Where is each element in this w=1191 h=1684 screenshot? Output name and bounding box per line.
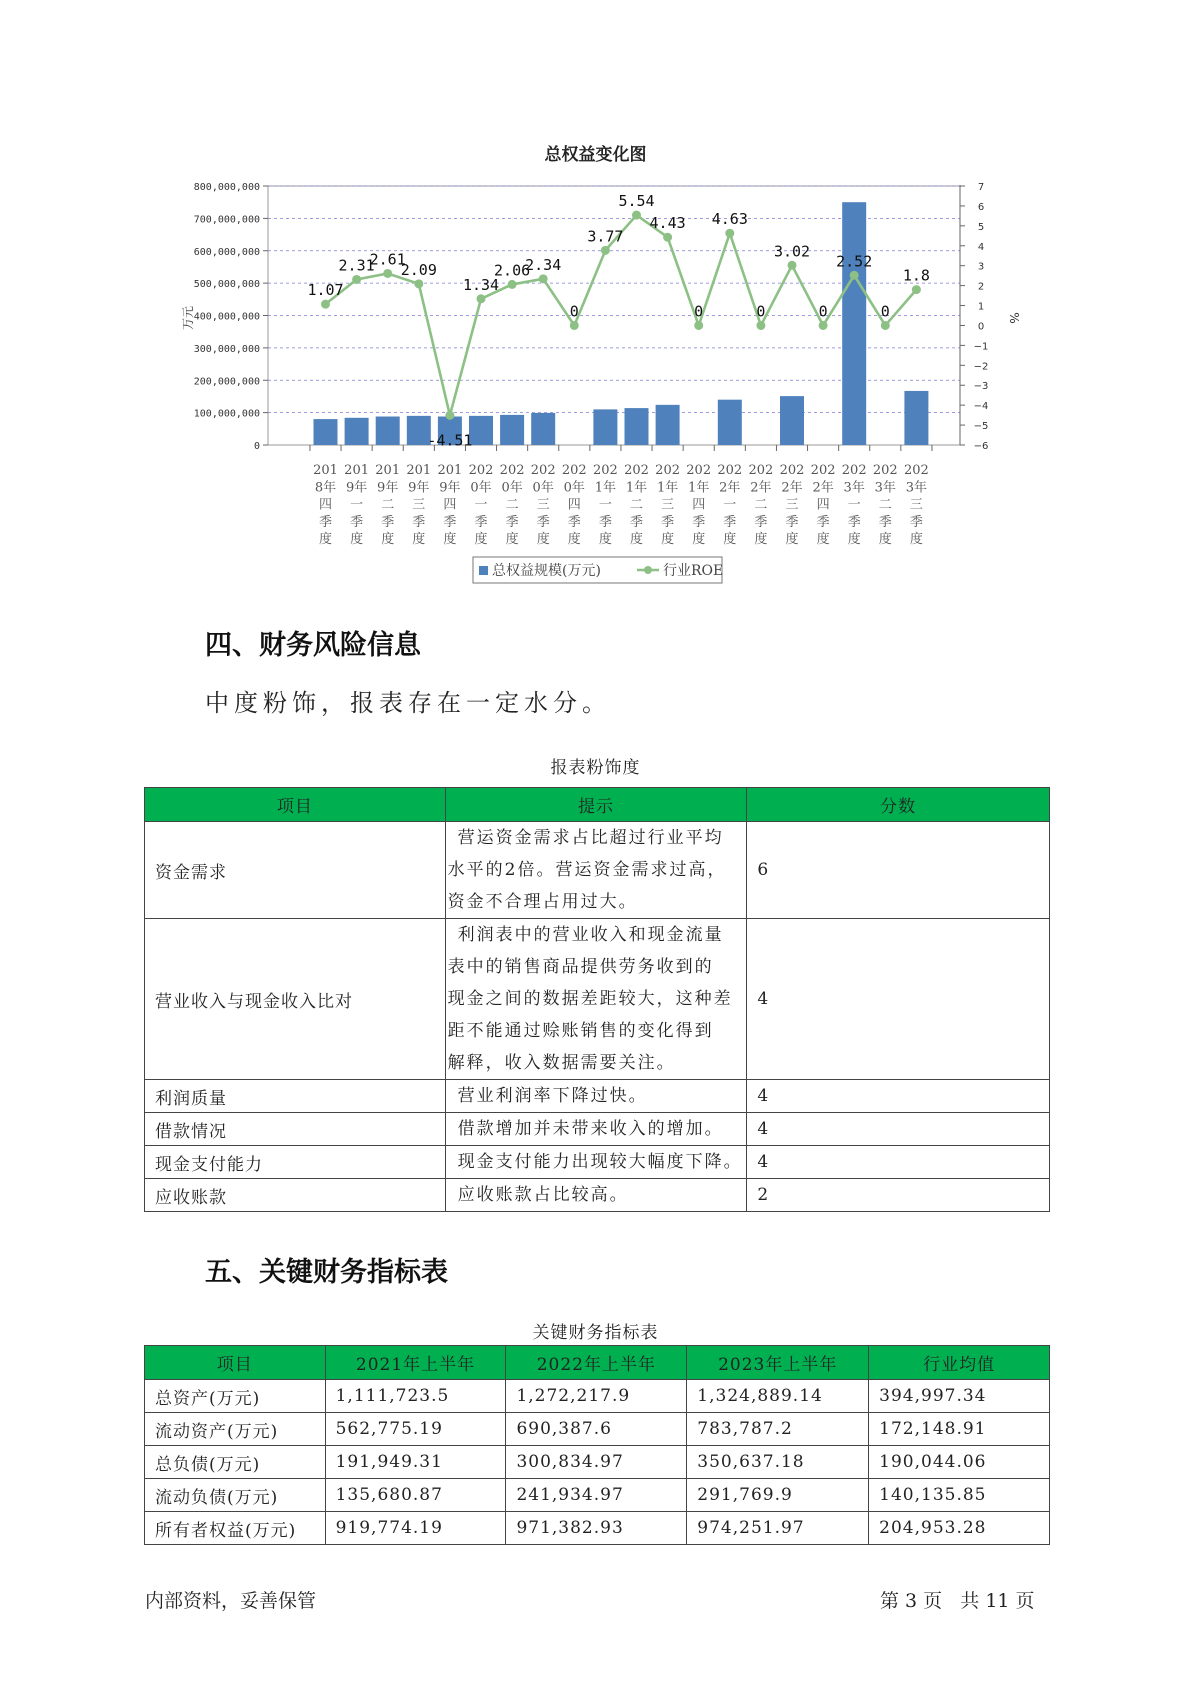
risk-table-row [145, 1080, 1050, 1113]
y-right-tick-label: −5 [973, 421, 989, 433]
x-category-label: 一 [723, 497, 737, 513]
x-category-label: 度 [785, 532, 799, 548]
footer-confidential: 内部资料，妥善保管 [145, 1590, 317, 1612]
x-category-label: 度 [816, 532, 830, 548]
x-category-label: 度 [505, 532, 519, 548]
x-category-label: 度 [754, 532, 768, 548]
equity-bar [625, 408, 649, 445]
x-category-label: 三 [536, 497, 550, 513]
x-category-label: 三 [785, 497, 799, 513]
x-category-label: 2年 [812, 480, 834, 496]
roe-data-label: 5.54 [618, 192, 655, 211]
legend-line-label: 行业ROE [663, 563, 724, 579]
section4-heading: 四、财务风险信息 [205, 630, 421, 661]
x-category-label: 度 [847, 532, 861, 548]
y-right-tick-label: −4 [973, 401, 989, 413]
risk-tip-line: 营运资金需求占比超过行业平均 [457, 828, 724, 848]
y-left-tick-label: 200,000,000 [193, 376, 260, 388]
x-category-label: 9年 [439, 480, 461, 496]
roe-point [539, 274, 548, 283]
metrics-table-caption: 关键财务指标表 [532, 1323, 659, 1343]
equity-bar [469, 416, 493, 445]
roe-point [383, 269, 392, 278]
risk-score-cell: 4 [747, 1080, 1050, 1113]
x-category-label: 季 [412, 514, 426, 530]
metrics-header-cell: 2021年上半年 [325, 1346, 506, 1380]
roe-point [881, 321, 890, 330]
y-right-tick-label: 5 [977, 221, 985, 233]
risk-table-row [145, 1179, 1050, 1212]
roe-data-label: 2.09 [400, 260, 437, 279]
roe-data-label: 4.43 [649, 214, 686, 233]
metrics-header-cell: 2022年上半年 [506, 1346, 687, 1380]
x-category-label: 度 [909, 532, 923, 548]
x-category-label: 0年 [501, 480, 523, 496]
x-category-label: 季 [350, 514, 364, 530]
x-category-label: 三 [412, 497, 426, 513]
x-category-label: 一 [350, 497, 364, 513]
roe-data-label: 0 [818, 302, 828, 321]
y-left-tick-label: 700,000,000 [193, 214, 260, 226]
x-category-label: 度 [567, 532, 581, 548]
x-category-label: 季 [816, 514, 830, 530]
x-category-label: 202 [810, 463, 836, 478]
x-category-label: 度 [474, 532, 488, 548]
x-category-label: 季 [692, 514, 706, 530]
equity-bar [314, 419, 338, 445]
risk-tip-line: 营业利润率下降过快。 [457, 1086, 648, 1106]
x-category-label: 度 [536, 532, 550, 548]
y-right-tick-label: 7 [977, 182, 985, 193]
x-category-label: 9年 [408, 480, 430, 496]
x-category-label: 四 [443, 497, 457, 513]
y-left-tick-label: 500,000,000 [193, 279, 260, 291]
risk-tip-line: 解释，收入数据需要关注。 [447, 1053, 676, 1073]
metrics-table-row [145, 1380, 1050, 1413]
metrics-value-cell: 135,680.87 [325, 1479, 506, 1512]
x-category-label: 三 [909, 497, 923, 513]
x-category-label: 201 [344, 463, 370, 478]
x-category-label: 季 [878, 514, 892, 530]
metrics-value-cell: 394,997.34 [869, 1380, 1050, 1413]
x-category-label: 2年 [750, 480, 772, 496]
risk-table-row [145, 1113, 1050, 1146]
x-category-label: 202 [468, 463, 494, 478]
metrics-value-cell: 971,382.93 [506, 1512, 687, 1545]
risk-tip-line: 借款增加并未带来收入的增加。 [457, 1119, 724, 1139]
legend-line-marker [644, 566, 652, 574]
x-category-label: 季 [909, 514, 923, 530]
y-left-tick-label: 800,000,000 [193, 182, 260, 193]
x-category-label: 0年 [532, 480, 554, 496]
metrics-value-cell: 783,787.2 [687, 1413, 869, 1446]
equity-bar [376, 417, 400, 445]
equity-bar [345, 418, 369, 445]
metrics-value-cell: 190,044.06 [869, 1446, 1050, 1479]
equity-chart [0, 0, 1191, 600]
metrics-value-cell: 1,324,889.14 [687, 1380, 869, 1413]
x-category-label: 季 [598, 514, 612, 530]
metrics-table-header [145, 1346, 1050, 1380]
risk-table-row [145, 919, 1050, 1080]
risk-tip-line: 水平的2倍。营运资金需求过高， [447, 860, 727, 880]
metrics-item-cell: 总资产(万元) [145, 1380, 326, 1413]
risk-summary-text: 中度粉饰，报表存在一定水分。 [205, 689, 611, 717]
legend-bar-label: 总权益规模(万元) [492, 563, 601, 579]
x-category-label: 1年 [656, 480, 679, 496]
roe-point [694, 321, 703, 330]
y-right-tick-label: 2 [977, 281, 985, 293]
chart-title: 总权益变化图 [544, 145, 647, 165]
metrics-value-cell: 690,387.6 [506, 1413, 687, 1446]
roe-point [508, 280, 517, 289]
roe-point [788, 261, 797, 270]
x-category-label: 201 [406, 463, 432, 478]
risk-header-tip: 提示 [445, 788, 747, 822]
x-category-label: 度 [443, 532, 457, 548]
x-category-label: 二 [381, 497, 395, 513]
risk-item-cell: 应收账款 [145, 1179, 446, 1212]
roe-data-label: 2.52 [836, 252, 873, 271]
metrics-value-cell: 191,949.31 [325, 1446, 506, 1479]
roe-data-label: 2.06 [494, 261, 531, 280]
roe-point [632, 211, 641, 220]
x-category-label: 季 [661, 514, 675, 530]
equity-bar [500, 415, 524, 445]
metrics-value-cell: 562,775.19 [325, 1413, 506, 1446]
metrics-value-cell: 140,135.85 [869, 1479, 1050, 1512]
x-category-label: 1年 [625, 480, 648, 496]
roe-point [912, 285, 921, 294]
roe-point [725, 229, 734, 238]
x-category-label: 202 [561, 463, 587, 478]
risk-tip-cell [445, 1146, 747, 1179]
y-right-tick-label: 6 [977, 201, 985, 213]
risk-tip-line: 现金之间的数据差距较大，这种差 [447, 989, 733, 1009]
x-category-label: 9年 [345, 480, 368, 496]
y-left-tick-label: 400,000,000 [193, 311, 260, 323]
x-category-label: 1年 [594, 480, 617, 496]
x-category-label: 202 [624, 463, 649, 478]
x-category-label: 3年 [843, 480, 865, 496]
x-category-label: 二 [878, 497, 892, 513]
metrics-item-cell: 所有者权益(万元) [145, 1512, 326, 1545]
x-category-label: 202 [903, 463, 929, 478]
equity-bar [718, 400, 742, 445]
section5-heading: 五、关键财务指标表 [205, 1257, 448, 1288]
y-right-tick-label: 0 [977, 321, 985, 333]
y-right-tick-label: −2 [973, 361, 989, 373]
roe-data-label: 1.34 [462, 275, 500, 294]
x-category-label: 度 [661, 532, 675, 548]
x-category-label: 度 [318, 532, 333, 548]
x-category-label: 四 [567, 497, 581, 513]
x-category-label: 季 [381, 514, 395, 530]
x-category-label: 3年 [874, 480, 896, 496]
x-category-label: 一 [474, 497, 488, 513]
metrics-table-row [145, 1446, 1050, 1479]
x-category-label: 202 [655, 463, 681, 478]
x-category-label: 季 [536, 514, 550, 530]
roe-point [445, 411, 454, 420]
x-category-label: 202 [841, 463, 867, 478]
x-category-label: 二 [505, 497, 519, 513]
equity-bar [593, 409, 617, 445]
x-category-label: 季 [785, 514, 799, 530]
risk-table-caption: 报表粉饰度 [550, 758, 641, 778]
x-category-label: 3年 [905, 480, 928, 496]
x-category-label: 202 [530, 463, 556, 478]
metrics-value-cell: 172,148.91 [869, 1413, 1050, 1446]
risk-item-cell: 现金支付能力 [145, 1146, 446, 1179]
x-category-label: 度 [381, 532, 395, 548]
roe-data-label: 3.02 [773, 242, 811, 261]
risk-table-row [145, 1146, 1050, 1179]
risk-score-cell: 4 [747, 1113, 1050, 1146]
equity-bar [531, 413, 555, 445]
x-category-label: 202 [592, 463, 618, 478]
x-category-label: 一 [847, 497, 861, 513]
equity-bar [842, 202, 866, 445]
x-category-label: 季 [567, 514, 581, 530]
roe-data-label: 0 [880, 302, 890, 321]
y-right-tick-label: 4 [977, 241, 985, 253]
y-right-tick-label: −3 [973, 381, 989, 393]
roe-point [756, 321, 765, 330]
metrics-header-cell: 项目 [145, 1346, 326, 1380]
x-category-label: 202 [686, 463, 712, 478]
metrics-item-cell: 流动负债(万元) [145, 1479, 326, 1512]
x-category-label: 202 [499, 463, 525, 478]
metrics-value-cell: 1,272,217.9 [506, 1380, 687, 1413]
y-right-tick-label: −6 [973, 441, 989, 452]
x-category-label: 201 [313, 463, 338, 478]
x-category-label: 202 [779, 463, 805, 478]
risk-score-cell: 2 [747, 1179, 1050, 1212]
metrics-value-cell: 350,637.18 [687, 1446, 869, 1479]
roe-point [477, 294, 486, 303]
roe-point [352, 275, 361, 284]
y-left-tick-label: 0 [253, 441, 260, 452]
risk-tip-line: 距不能通过赊账销售的变化得到 [447, 1021, 714, 1041]
risk-item-cell: 利润质量 [145, 1080, 446, 1113]
y-left-axis-label: 万元 [181, 305, 195, 331]
x-category-label: 8年 [314, 480, 337, 496]
roe-data-label: 2.31 [338, 256, 375, 275]
roe-data-label: 4.63 [711, 210, 748, 229]
x-category-label: 度 [350, 532, 364, 548]
roe-data-label: 0 [756, 302, 766, 321]
metrics-header-cell: 行业均值 [869, 1346, 1050, 1380]
x-category-label: 9年 [377, 480, 399, 496]
risk-tip-cell [445, 1179, 747, 1212]
risk-table [144, 787, 1050, 1212]
roe-data-label: 1.8 [902, 266, 930, 285]
x-category-label: 度 [412, 532, 426, 548]
risk-tip-line: 现金支付能力出现较大幅度下降。 [457, 1152, 743, 1172]
roe-data-label: 0 [694, 302, 704, 321]
x-category-label: 季 [505, 514, 519, 530]
metrics-table-row [145, 1413, 1050, 1446]
x-category-label: 季 [318, 514, 333, 530]
risk-score-cell: 4 [747, 919, 1050, 1080]
x-category-label: 四 [318, 497, 333, 513]
x-category-label: 2年 [719, 480, 741, 496]
x-category-label: 季 [474, 514, 488, 530]
x-category-label: 度 [723, 532, 737, 548]
roe-data-label: 0 [569, 302, 579, 321]
risk-item-cell: 借款情况 [145, 1113, 446, 1146]
equity-bar [780, 396, 804, 445]
roe-data-label: 2.61 [369, 250, 406, 269]
risk-tip-line: 应收账款占比较高。 [457, 1185, 629, 1205]
legend-bar-swatch [479, 566, 488, 575]
risk-score-cell: 6 [747, 822, 1050, 919]
roe-point [321, 300, 330, 309]
x-category-label: 度 [692, 532, 706, 548]
x-category-label: 四 [692, 497, 706, 513]
roe-point [663, 233, 672, 242]
risk-item-cell: 资金需求 [145, 822, 446, 919]
roe-point [601, 246, 610, 255]
x-category-label: 202 [872, 463, 898, 478]
x-category-label: 度 [878, 532, 892, 548]
x-category-label: 季 [754, 514, 768, 530]
x-category-label: 202 [748, 463, 774, 478]
x-category-label: 季 [443, 514, 457, 530]
roe-data-label: 2.34 [525, 255, 562, 274]
roe-point [570, 321, 579, 330]
metrics-value-cell: 1,111,723.5 [325, 1380, 506, 1413]
risk-tip-cell [445, 1113, 747, 1146]
footer-page-number: 第 3 页 共 11 页 [880, 1590, 1035, 1612]
y-left-tick-label: 100,000,000 [193, 408, 260, 420]
metrics-value-cell: 974,251.97 [687, 1512, 869, 1545]
roe-point [850, 271, 859, 280]
metrics-table-row [145, 1479, 1050, 1512]
y-right-axis-label: % [1007, 312, 1021, 324]
x-category-label: 一 [598, 497, 612, 513]
metrics-table [144, 1345, 1050, 1545]
risk-score-cell: 4 [747, 1146, 1050, 1179]
roe-data-label: -4.51 [427, 431, 473, 450]
metrics-item-cell: 总负债(万元) [145, 1446, 326, 1479]
x-category-label: 度 [629, 532, 644, 548]
roe-point [414, 279, 423, 288]
x-category-label: 1年 [688, 480, 710, 496]
x-category-label: 2年 [781, 480, 803, 496]
x-category-label: 0年 [470, 480, 492, 496]
x-category-label: 季 [847, 514, 861, 530]
metrics-value-cell: 300,834.97 [506, 1446, 687, 1479]
risk-tip-cell [445, 919, 747, 1080]
x-category-label: 三 [661, 497, 675, 513]
metrics-header-cell: 2023年上半年 [687, 1346, 869, 1380]
metrics-value-cell: 241,934.97 [506, 1479, 687, 1512]
x-category-label: 度 [598, 532, 612, 548]
risk-tip-line: 资金不合理占用过大。 [447, 892, 638, 912]
roe-data-label: 3.77 [587, 227, 624, 246]
x-category-label: 0年 [563, 480, 585, 496]
y-left-tick-label: 600,000,000 [193, 246, 260, 258]
risk-tip-line: 利润表中的营业收入和现金流量 [457, 925, 724, 945]
y-left-tick-label: 300,000,000 [193, 343, 260, 355]
y-right-tick-label: 1 [977, 301, 985, 313]
x-category-label: 202 [717, 463, 743, 478]
x-category-label: 201 [437, 463, 463, 478]
risk-tip-cell [445, 822, 747, 919]
x-category-label: 季 [629, 514, 644, 530]
risk-table-header [145, 788, 1050, 822]
risk-tip-cell [445, 1080, 747, 1113]
y-right-tick-label: 3 [977, 261, 985, 273]
roe-data-label: 1.07 [307, 281, 344, 300]
risk-table-row [145, 822, 1050, 919]
x-category-label: 201 [375, 463, 401, 478]
risk-tip-line: 表中的销售商品提供劳务收到的 [447, 957, 714, 977]
equity-bar [656, 405, 680, 445]
x-category-label: 二 [629, 497, 644, 513]
y-right-tick-label: −1 [973, 341, 989, 353]
metrics-value-cell: 204,953.28 [869, 1512, 1050, 1545]
metrics-value-cell: 291,769.9 [687, 1479, 869, 1512]
roe-point [819, 321, 828, 330]
x-category-label: 二 [754, 497, 768, 513]
equity-bar [904, 391, 928, 445]
metrics-table-row [145, 1512, 1050, 1545]
x-category-label: 四 [816, 497, 830, 513]
risk-item-cell: 营业收入与现金收入比对 [145, 919, 446, 1080]
metrics-value-cell: 919,774.19 [325, 1512, 506, 1545]
risk-header-score: 分数 [747, 788, 1050, 822]
metrics-item-cell: 流动资产(万元) [145, 1413, 326, 1446]
x-category-label: 季 [723, 514, 737, 530]
risk-header-item: 项目 [145, 788, 446, 822]
